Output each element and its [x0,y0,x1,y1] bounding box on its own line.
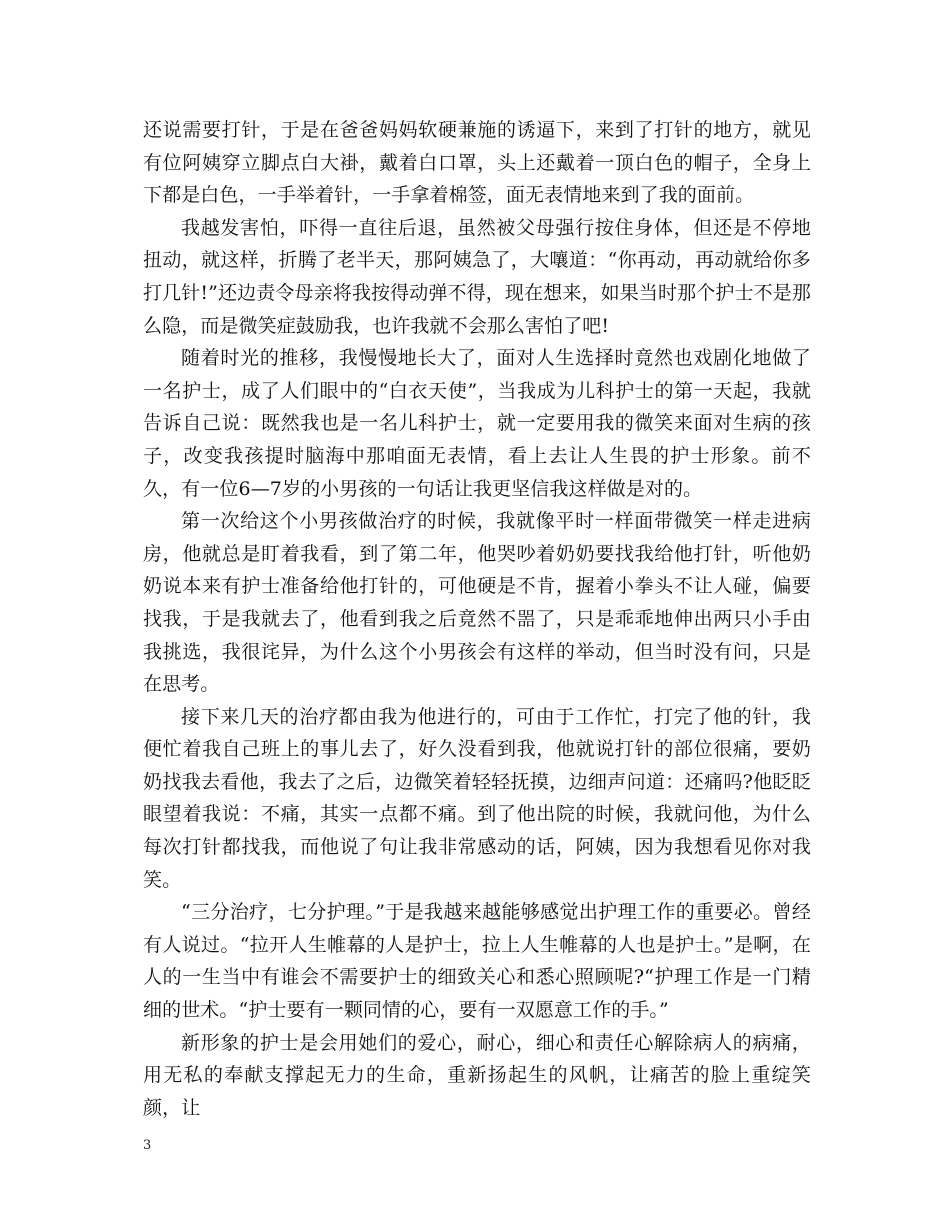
paragraph-7: 新形象的护士是会用她们的爱心，耐心，细心和责任心解除病人的病痛，用无私的奉献支撑起无力的生命，重新扬起生的风帆，让痛苦的脸上重绽笑颜，让 [143,1031,811,1119]
paragraph-6: “三分治疗，七分护理。”于是我越来越能够感觉出护理工作的重要必。曾经有人说过。“拉开人生帷幕的人是护士，拉上人生帷幕的人也是护士。”是啊，在人的一生当中有谁会不需要护士的细致关心和悉心照顾呢?“护理工作是一门精细的世术。“护士要有一颗同情的心，要有一双愿意工作的手。” [143,901,811,1022]
paragraph-5: 接下来几天的治疗都由我为他进行的，可由于工作忙，打完了他的针，我便忙着我自己班上的事儿去了，好久没看到我，他就说打针的部位很痛，要奶奶找我去看他，我去了之后，边微笑着轻轻抚摸，边细声问道：还痛吗?他眨眨眼望着我说：不痛，其实一点都不痛。到了他出院的时候，我就问他，为什么每次打针都找我，而他说了句让我非常感动的话，阿姨，因为我想看见你对我笑。 [143,705,811,891]
paragraph-2: 我越发害怕，吓得一直往后退，虽然被父母强行按住身体，但还是不停地扭动，就这样，折腾了老半天，那阿姨急了，大嚷道：“你再动，再动就给你多打几针!”还边责令母亲将我按得动弹不得，现在想来，如果当时那个护士不是那么隐，而是微笑症鼓励我，也许我就不会那么害怕了吧! [143,216,811,337]
body-text [143,114,811,1124]
paragraph-3: 随着时光的推移，我慢慢地长大了，面对人生选择时竟然也戏剧化地做了一名护士，成了人们眼中的“白衣天使”，当我成为儿科护士的第一天起，我就告诉自己说：既然我也是一名儿科护士，就一定要用我的微笑来面对生病的孩子，改变我孩提时脑海中那咱面无表情，看上去让人生畏的护士形象。前不久，有一位6—7岁的小男孩的一句话让我更坚信我这样做是对的。 [143,347,811,500]
paragraph-1: 还说需要打针，于是在爸爸妈妈软硬兼施的诱逼下，来到了打针的地方，就见有位阿姨穿立脚点白大褂，戴着白口罩，头上还戴着一顶白色的帽子，全身上下都是白色，一手举着针，一手拿着棉签，面无表情地来到了我的面前。 [143,119,811,207]
page-number: 3 [143,1138,152,1153]
paragraph-4: 第一次给这个小男孩做治疗的时候，我就像平时一样面带微笑一样走进病房，他就总是盯着我看，到了第二年，他哭吵着奶奶要找我给他打针，听他奶奶说本来有护士准备给他打针的，可他硬是不肯，握着小拳头不让人碰，偏要找我，于是我就去了，他看到我之后竟然不噐了，只是乖乖地伸出两只小手由我挑选，我很诧异，为什么这个小男孩会有这样的举动，但当时没有问，只是在思考。 [143,510,811,696]
